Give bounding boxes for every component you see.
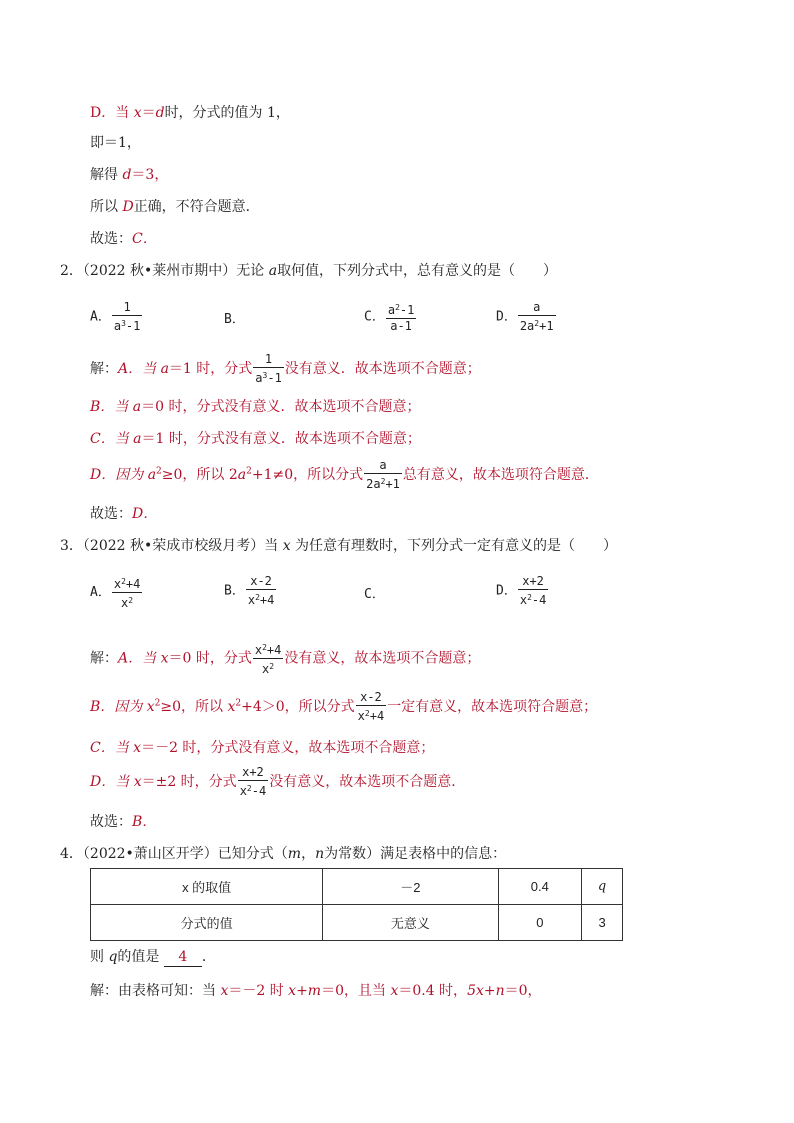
q2-option-c: C． $\frac{a^2-1}{a-1}$ xyxy=(364,300,417,334)
q2-option-d: D． $\frac{a}{2a^2+1}$ xyxy=(496,300,554,333)
q1-option-d-line: D．当 x＝d时，分式的值为 1， xyxy=(90,105,290,121)
table-cell: 无意义 xyxy=(323,905,498,941)
q3-solution-b: B．因为 $x^2\ge 0$，所以 $x^2+4>0$，所以分式 $\frac{x-2}{x^2+4}$ 一定有意义，故本选项符合题意； xyxy=(90,690,598,723)
q2-option-b: B． xyxy=(224,312,245,327)
q2-solution-b: B．当 a＝0 时，分式没有意义．故本选项不合题意； xyxy=(90,399,421,415)
q4-question: 则 q的值是 4 ． xyxy=(90,949,216,965)
q1-solve-line: 解得 d＝3， xyxy=(90,167,169,183)
table-cell: 0 xyxy=(498,905,582,941)
table-row xyxy=(91,869,623,905)
q1-answer-line: 故选：C． xyxy=(90,231,157,247)
q3-option-d: D． $\frac{x+2}{x^2-4}$ xyxy=(496,574,547,607)
table-cell: 3 xyxy=(582,905,623,941)
answer-blank: 4 xyxy=(164,948,202,967)
q4-solution: 解：由表格可知：当 x＝－2 时 x+m＝0，且当 x＝0.4 时，5x+n＝0， xyxy=(90,983,542,999)
q3-solution-d: D．当 x＝±2 时，分式 $\frac{x+2}{x^2-4}$ 没有意义，故本选项不合题意． xyxy=(90,765,466,798)
q2-option-a: A． $\frac{1}{a^3-1}$ xyxy=(90,300,141,333)
q1-conclusion-line: 所以 D正确，不符合题意． xyxy=(90,199,260,215)
q3-option-c: C． xyxy=(364,587,385,602)
q1-ji-line: 即＝1， xyxy=(90,135,141,151)
q4-stem: 4．（2022•萧山区开学）已知分式（m，n为常数）满足表格中的信息： xyxy=(60,846,507,862)
q3-option-a: A． $\frac{x^2+4}{x^2}$ xyxy=(90,574,143,611)
table-cell: 0.4 xyxy=(498,869,582,905)
q2-solution-c: C．当 a＝1 时，分式没有意义．故本选项不合题意； xyxy=(90,431,421,447)
q3-solution-c: C．当 x＝－2 时，分式没有意义，故本选项不合题意； xyxy=(90,740,435,756)
q2-stem: 2．（2022 秋•莱州市期中）无论 a取何值，下列分式中，总有意义的是（ ） xyxy=(60,263,558,279)
q3-stem: 3．（2022 秋•荣成市校级月考）当 x 为任意有理数时，下列分式一定有意义的是（ ） xyxy=(60,538,618,554)
q3-option-b: B． $\frac{x-2}{x^2+4}$ xyxy=(224,574,275,607)
q2-answer: 故选：D． xyxy=(90,506,158,522)
table-cell: 分式的值 xyxy=(91,905,323,941)
q3-solution-a: 解：A．当 x＝0 时，分式 $\frac{x^2+4}{x^2}$ 没有意义，故本选项不合题意； xyxy=(90,640,480,677)
q3-answer: 故选：B． xyxy=(90,814,157,830)
table-cell: q xyxy=(582,869,623,905)
table-row xyxy=(91,905,623,941)
table-cell: x 的取值 xyxy=(91,869,323,905)
q2-solution-a: 解：A．当 a＝1 时，分式 $\frac{1}{a^3-1}$ 没有意义．故本选项不合题意； xyxy=(90,352,481,385)
q4-info-table xyxy=(90,868,623,941)
table-cell: －2 xyxy=(323,869,498,905)
q2-solution-d: D．因为 $a^2\ge 0$，所以 $2a^2+1\ne 0$，所以分式 $\frac{a}{2a^2+1}$ 总有意义，故本选项符合题意． xyxy=(90,458,599,491)
